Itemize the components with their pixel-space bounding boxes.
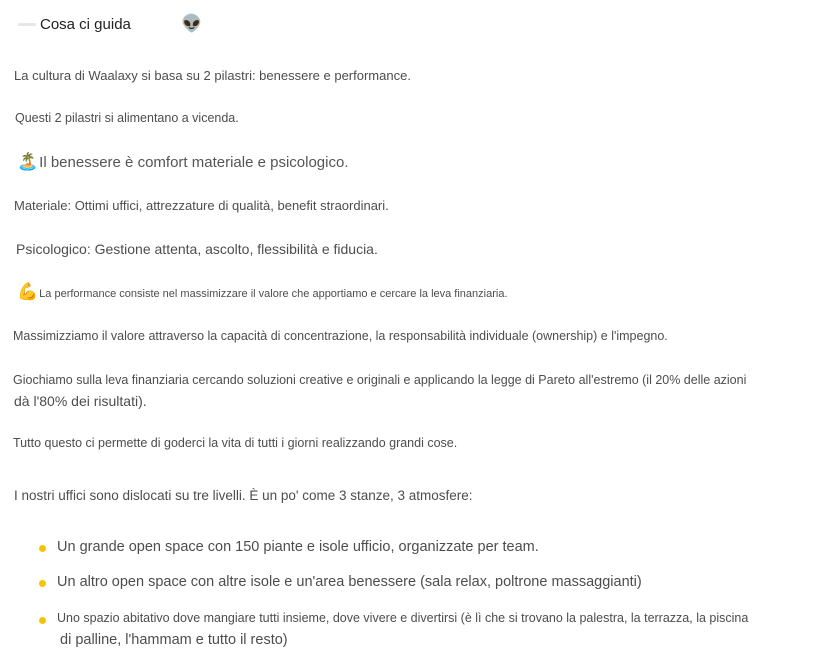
offices-intro: I nostri uffici sono dislocati su tre livelli. È un po' come 3 stanze, 3 atmosfere:: [14, 488, 473, 503]
office-item-2: Un altro open space con altre isole e un'area benessere (sala relax, poltrone massaggianti): [57, 574, 642, 590]
psychological-text: Psicologico: Gestione attenta, ascolto, flessibilità e fiducia.: [16, 241, 378, 257]
bullet-dot: [39, 545, 46, 552]
office-item-3-continued: di palline, l'hammam e tutto il resto): [60, 632, 288, 648]
office-item-1: Un grande open space con 150 piante e isole ufficio, organizzate per team.: [57, 539, 539, 555]
bullet-dot: [39, 580, 46, 587]
page-title: Cosa ci guida: [40, 16, 131, 33]
value-text: Massimizziamo il valore attraverso la capacità di concentrazione, la responsabilità individuale (ownership) e l'impegno.: [13, 329, 668, 343]
material-text: Materiale: Ottimi uffici, attrezzature di qualità, benefit straordinari.: [14, 198, 389, 213]
header-divider: [18, 23, 36, 26]
bullet-dot: [39, 617, 46, 624]
leverage-text-line2: dà l'80% dei risultati).: [14, 393, 147, 409]
enjoy-text: Tutto questo ci permette di goderci la vita di tutti i giorni realizzando grandi cose.: [13, 436, 458, 450]
leverage-text-line1: Giochiamo sulla leva finanziaria cercando soluzioni creative e originali e applicando la legge di Pareto all'estremo (il 20% delle azioni: [13, 373, 747, 387]
performance-heading: [17, 282, 508, 302]
wellbeing-heading: [17, 152, 349, 172]
office-item-3: Uno spazio abitativo dove mangiare tutti insieme, dove vivere e divertirsi (è lì che si trovano la palestra, la terrazza, la piscina: [57, 611, 749, 625]
island-icon: 🏝️: [17, 152, 39, 171]
performance-heading-text: La performance consiste nel massimizzare il valore che apportiamo e cercare la leva finanziaria.: [39, 288, 508, 300]
intro-text: La cultura di Waalaxy si basa su 2 pilastri: benessere e performance.: [14, 68, 411, 83]
wellbeing-heading-text: Il benessere è comfort materiale e psicologico.: [39, 154, 349, 171]
pillars-text: Questi 2 pilastri si alimentano a vicenda.: [15, 111, 239, 125]
flexed-biceps-icon: 💪: [17, 282, 39, 301]
alien-icon: 👽: [181, 14, 203, 33]
